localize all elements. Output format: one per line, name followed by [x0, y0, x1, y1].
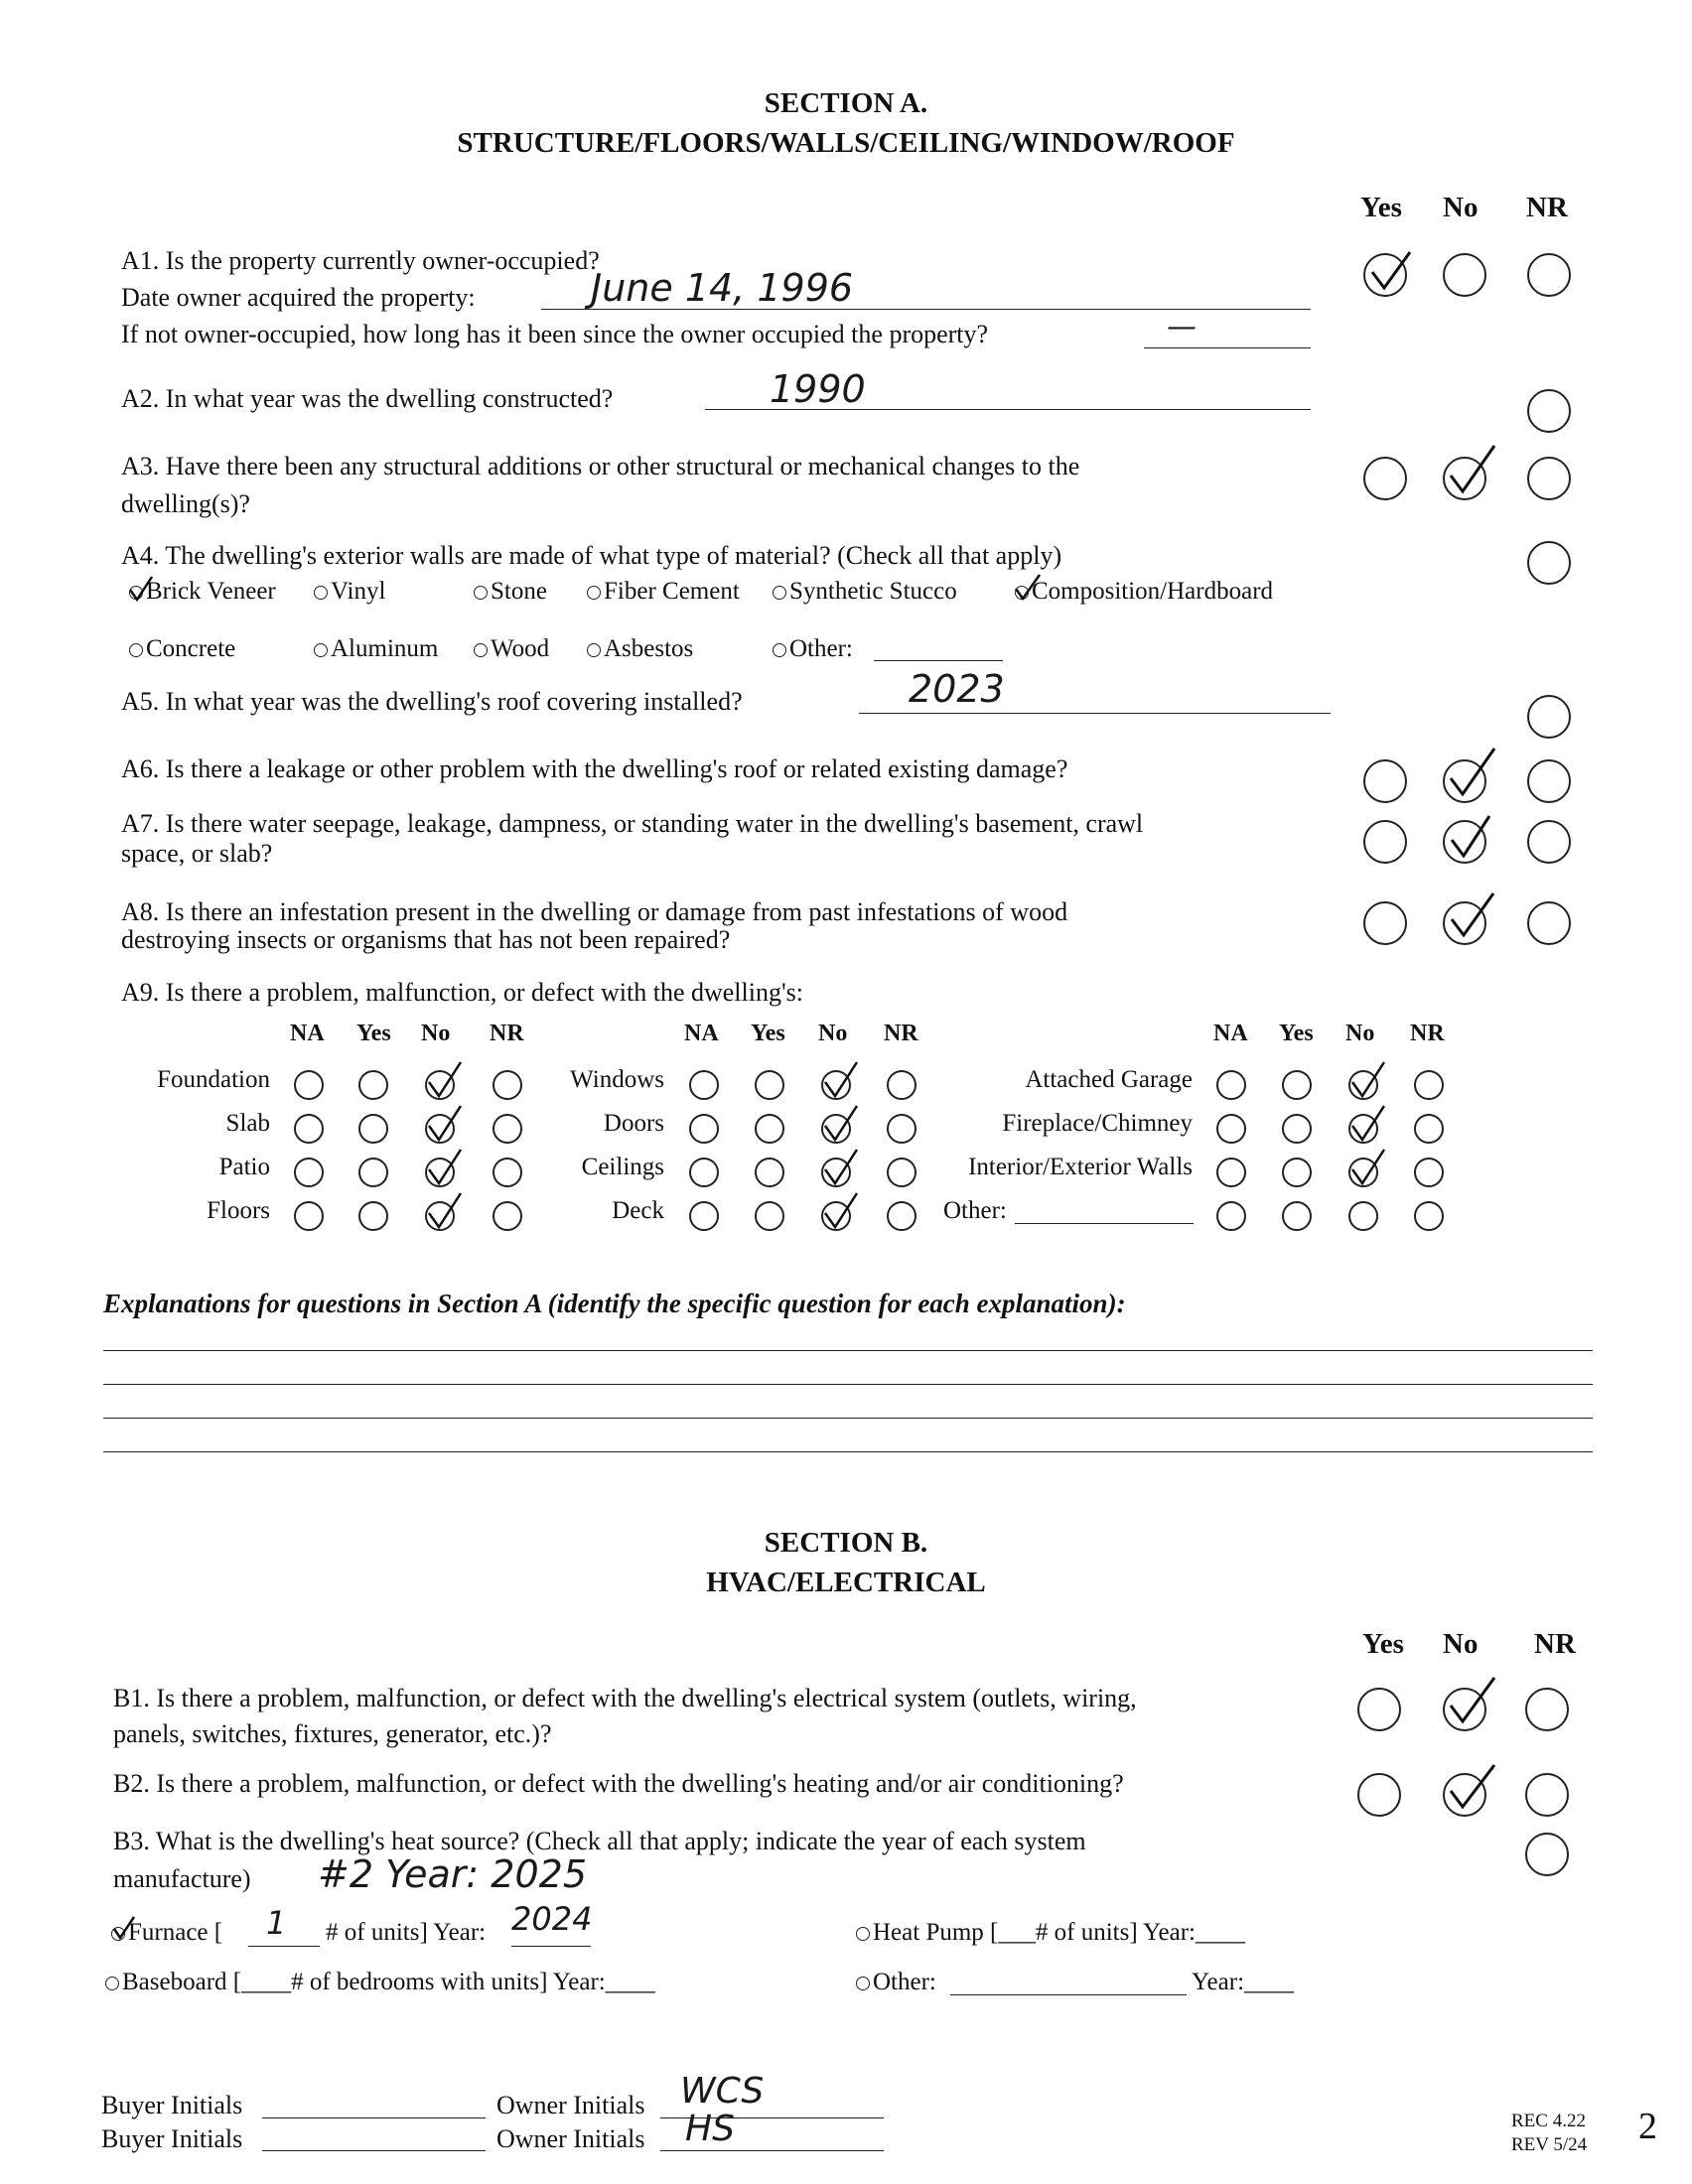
a9-g1-nr-header: NR	[490, 1021, 524, 1046]
a9-g2-no-header: No	[818, 1021, 848, 1046]
a9-fireplace-yes-radio[interactable]	[1282, 1114, 1312, 1144]
section-b-title: SECTION B.	[764, 1527, 928, 1559]
a4-vinyl-bullet	[314, 586, 328, 600]
a6-yes-radio[interactable]	[1363, 759, 1407, 803]
footer-buyer-initials-line-1[interactable]	[262, 2117, 486, 2118]
a5-value[interactable]: 2023	[909, 667, 1005, 711]
a7-no-radio[interactable]	[1443, 820, 1486, 864]
a1-nr-radio[interactable]	[1527, 253, 1571, 297]
footer-form-code: REC 4.22	[1511, 2111, 1586, 2131]
a1-not-occupied-line	[1144, 347, 1311, 348]
a9-walls-nr-radio[interactable]	[1414, 1158, 1444, 1187]
a9-fireplace-na-radio[interactable]	[1216, 1114, 1246, 1144]
a1-not-occupied-value[interactable]: —	[1167, 310, 1197, 344]
b2-question: B2. Is there a problem, malfunction, or defect with the dwelling's heating and/or air conditioning?	[113, 1769, 1124, 1798]
b3-other-year: Year:____	[1192, 1969, 1295, 1995]
b3-question-line2: manufacture)	[113, 1864, 251, 1893]
b1-nr-radio[interactable]	[1525, 1688, 1569, 1731]
a9-walls-no-radio[interactable]	[1348, 1158, 1378, 1187]
a9-ceilings-yes-radio[interactable]	[755, 1158, 784, 1187]
b3-other-line	[950, 1994, 1187, 1995]
a9-label-fireplace-chimney: Fireplace/Chimney	[1002, 1110, 1193, 1137]
a4-opt-aluminum[interactable]: Aluminum	[314, 635, 438, 663]
a9-garage-no-radio[interactable]	[1348, 1070, 1378, 1100]
a9-slab-na-radio[interactable]	[294, 1114, 324, 1144]
a9-patio-na-radio[interactable]	[294, 1158, 324, 1187]
a9-g2-na-header: NA	[684, 1021, 719, 1046]
a9-label-other: Other:	[943, 1197, 1007, 1224]
a3-question-line1: A3. Have there been any structural additions or other structural or mechanical changes to the	[121, 452, 1080, 480]
b-col-no-header: No	[1443, 1628, 1479, 1660]
a4-opt-synthetic-stucco[interactable]: Synthetic Stucco	[773, 578, 957, 606]
a9-deck-nr-radio[interactable]	[887, 1201, 916, 1231]
a9-other-no-radio[interactable]	[1348, 1201, 1378, 1231]
footer-owner-initials-label-1: Owner Initials	[496, 2091, 645, 2119]
b3-furnace-units[interactable]: 1	[266, 1904, 287, 1942]
b3-baseboard-bullet	[105, 1977, 119, 1990]
a9-g1-no-header: No	[421, 1021, 451, 1046]
a4-fiber-bullet	[587, 586, 601, 600]
a4-brick-bullet	[129, 586, 143, 600]
a9-doors-yes-radio[interactable]	[755, 1114, 784, 1144]
a7-question-line2: space, or slab?	[121, 839, 273, 868]
footer-buyer-initials-line-2[interactable]	[262, 2150, 486, 2151]
a9-foundation-yes-radio[interactable]	[358, 1070, 388, 1100]
a4-opt-asbestos[interactable]: Asbestos	[587, 635, 693, 663]
a9-windows-yes-radio[interactable]	[755, 1070, 784, 1100]
b2-yes-radio[interactable]	[1357, 1773, 1401, 1817]
a7-question-line1: A7. Is there water seepage, leakage, dampness, or standing water in the dwelling's basement, crawl	[121, 809, 1144, 838]
a9-other-na-radio[interactable]	[1216, 1201, 1246, 1231]
a9-deck-no-radio[interactable]	[821, 1201, 851, 1231]
a5-nr-radio[interactable]	[1527, 695, 1571, 739]
a9-ceilings-nr-radio[interactable]	[887, 1158, 916, 1187]
b1-question-line1: B1. Is there a problem, malfunction, or defect with the dwelling's electrical system (outlets, wiring,	[113, 1684, 1137, 1712]
a6-question: A6. Is there a leakage or other problem with the dwelling's roof or related existing damage?	[121, 754, 1068, 783]
a8-question-line2: destroying insects or organisms that has not been repaired?	[121, 925, 731, 954]
a1-question: A1. Is the property currently owner-occupied?	[121, 246, 600, 275]
a9-label-patio: Patio	[218, 1154, 270, 1180]
a9-foundation-no-radio[interactable]	[425, 1070, 455, 1100]
a4-other-line	[874, 660, 1003, 661]
a9-slab-no-radio[interactable]	[425, 1114, 455, 1144]
a9-other-yes-radio[interactable]	[1282, 1201, 1312, 1231]
a9-g3-no-header: No	[1345, 1021, 1375, 1046]
a4-opt-vinyl[interactable]: Vinyl	[314, 578, 385, 606]
a7-nr-radio[interactable]	[1527, 820, 1571, 864]
a9-label-foundation: Foundation	[157, 1066, 270, 1093]
a7-yes-radio[interactable]	[1363, 820, 1407, 864]
a4-opt-composition-hardboard[interactable]: Composition/Hardboard	[1015, 578, 1273, 606]
a9-label-ceilings: Ceilings	[581, 1154, 664, 1180]
a4-concrete-bullet	[129, 643, 143, 657]
section-a-explanations-label: Explanations for questions in Section A (identify the specific question for each explanation):	[103, 1289, 1126, 1318]
a2-value[interactable]: 1990	[770, 367, 866, 411]
a4-question: A4. The dwelling's exterior walls are made of what type of material? (Check all that apply)	[121, 541, 1062, 570]
b2-nr-radio[interactable]	[1525, 1773, 1569, 1817]
a9-windows-no-radio[interactable]	[821, 1070, 851, 1100]
a9-label-attached-garage: Attached Garage	[1025, 1066, 1193, 1093]
b3-furnace-year-line	[511, 1946, 591, 1947]
a5-question: A5. In what year was the dwelling's roof covering installed?	[121, 687, 743, 716]
a3-nr-radio[interactable]	[1527, 457, 1571, 500]
a9-label-slab: Slab	[225, 1110, 270, 1137]
a9-doors-no-radio[interactable]	[821, 1114, 851, 1144]
a1-date-value[interactable]: June 14, 1996	[591, 266, 854, 310]
col-yes-header: Yes	[1360, 192, 1402, 223]
a9-walls-na-radio[interactable]	[1216, 1158, 1246, 1187]
a9-other-nr-radio[interactable]	[1414, 1201, 1444, 1231]
section-a-explanation-line-3[interactable]	[103, 1418, 1593, 1419]
a9-walls-yes-radio[interactable]	[1282, 1158, 1312, 1187]
section-a-title: SECTION A.	[764, 87, 928, 119]
b2-no-radio[interactable]	[1443, 1773, 1486, 1817]
footer-page-number: 2	[1638, 2106, 1657, 2147]
a8-yes-radio[interactable]	[1363, 901, 1407, 945]
a9-label-deck: Deck	[612, 1197, 664, 1224]
a9-other-line	[1015, 1223, 1194, 1224]
b1-yes-radio[interactable]	[1357, 1688, 1401, 1731]
a8-nr-radio[interactable]	[1527, 901, 1571, 945]
a9-garage-nr-radio[interactable]	[1414, 1070, 1444, 1100]
a9-fireplace-no-radio[interactable]	[1348, 1114, 1378, 1144]
a9-patio-no-radio[interactable]	[425, 1158, 455, 1187]
a5-line	[859, 713, 1331, 714]
a2-nr-radio[interactable]	[1527, 389, 1571, 433]
a3-yes-radio[interactable]	[1363, 457, 1407, 500]
section-a-explanation-line-2[interactable]	[103, 1384, 1593, 1385]
a3-question-line2: dwelling(s)?	[121, 489, 250, 518]
a9-garage-na-radio[interactable]	[1216, 1070, 1246, 1100]
a2-question: A2. In what year was the dwelling constructed?	[121, 384, 614, 413]
b3-opt-furnace[interactable]: Furnace [	[111, 1919, 222, 1947]
a4-stucco-bullet	[773, 586, 786, 600]
b1-question-line2: panels, switches, fixtures, generator, etc.)?	[113, 1719, 552, 1748]
a9-floors-na-radio[interactable]	[294, 1201, 324, 1231]
b-col-yes-header: Yes	[1362, 1628, 1404, 1660]
section-b-subtitle: HVAC/ELECTRICAL	[706, 1567, 986, 1598]
a4-stone-bullet	[474, 586, 488, 600]
a1-yes-radio[interactable]	[1363, 253, 1407, 297]
a9-foundation-nr-radio[interactable]	[493, 1070, 522, 1100]
a9-g1-yes-header: Yes	[356, 1021, 391, 1046]
a1-no-radio[interactable]	[1443, 253, 1486, 297]
a9-ceilings-no-radio[interactable]	[821, 1158, 851, 1187]
b-col-nr-header: NR	[1534, 1628, 1576, 1660]
a9-foundation-na-radio[interactable]	[294, 1070, 324, 1100]
a9-slab-yes-radio[interactable]	[358, 1114, 388, 1144]
a9-slab-nr-radio[interactable]	[493, 1114, 522, 1144]
b3-furnace-bullet	[111, 1927, 125, 1941]
b3-furnace-year[interactable]: 2024	[511, 1900, 593, 1938]
a8-question-line1: A8. Is there an infestation present in the dwelling or damage from past infestations of wood	[121, 897, 1068, 926]
a4-wood-bullet	[474, 643, 488, 657]
b3-opt-heat-pump[interactable]: Heat Pump [___# of units] Year:____	[856, 1919, 1245, 1947]
a9-patio-yes-radio[interactable]	[358, 1158, 388, 1187]
b3-nr-radio[interactable]	[1525, 1833, 1569, 1876]
a9-g3-na-header: NA	[1213, 1021, 1248, 1046]
a8-no-radio[interactable]	[1443, 901, 1486, 945]
a9-label-windows: Windows	[570, 1066, 664, 1093]
a9-floors-no-radio[interactable]	[425, 1201, 455, 1231]
a4-nr-radio[interactable]	[1527, 541, 1571, 585]
a9-label-floors: Floors	[207, 1197, 270, 1224]
a9-deck-na-radio[interactable]	[689, 1201, 719, 1231]
a4-aluminum-bullet	[314, 643, 328, 657]
a9-floors-nr-radio[interactable]	[493, 1201, 522, 1231]
a1-date-label: Date owner acquired the property:	[121, 283, 476, 312]
a9-ceilings-na-radio[interactable]	[689, 1158, 719, 1187]
footer-owner-initials-label-2: Owner Initials	[496, 2124, 645, 2153]
b3-opt-baseboard[interactable]: Baseboard [____# of bedrooms with units] Year:____	[105, 1969, 655, 1996]
a4-opt-wood[interactable]: Wood	[474, 635, 549, 663]
a4-opt-fiber-cement[interactable]: Fiber Cement	[587, 578, 740, 606]
a6-nr-radio[interactable]	[1527, 759, 1571, 803]
a9-label-doors: Doors	[603, 1110, 664, 1137]
a1-not-occupied-label: If not owner-occupied, how long has it been since the owner occupied the property?	[121, 320, 989, 348]
a9-question: A9. Is there a problem, malfunction, or defect with the dwelling's:	[121, 978, 803, 1007]
b3-question-line1: B3. What is the dwelling's heat source? (Check all that apply; indicate the year of each system	[113, 1827, 1086, 1855]
a4-composition-bullet	[1015, 586, 1029, 600]
a4-opt-concrete[interactable]: Concrete	[129, 635, 235, 663]
b3-furnace-rest: # of units] Year:	[326, 1919, 487, 1946]
col-no-header: No	[1443, 192, 1479, 223]
footer-owner-initials-line-2[interactable]	[660, 2150, 884, 2151]
a9-patio-nr-radio[interactable]	[493, 1158, 522, 1187]
a9-fireplace-nr-radio[interactable]	[1414, 1114, 1444, 1144]
footer-buyer-initials-label-1: Buyer Initials	[101, 2091, 243, 2119]
a9-g3-yes-header: Yes	[1279, 1021, 1314, 1046]
a3-no-radio[interactable]	[1443, 457, 1486, 500]
section-a-explanation-line-1[interactable]	[103, 1350, 1593, 1351]
a4-opt-brick-veneer[interactable]: Brick Veneer	[129, 578, 276, 606]
footer-buyer-initials-label-2: Buyer Initials	[101, 2124, 243, 2153]
section-a-subtitle: STRUCTURE/FLOORS/WALLS/CEILING/WINDOW/ROOF	[457, 127, 1235, 159]
a4-opt-stone[interactable]: Stone	[474, 578, 547, 606]
a9-g1-na-header: NA	[290, 1021, 325, 1046]
a9-deck-yes-radio[interactable]	[755, 1201, 784, 1231]
a4-other-bullet	[773, 643, 786, 657]
b3-heat-pump-bullet	[856, 1927, 870, 1941]
col-nr-header: NR	[1526, 192, 1568, 223]
a9-g3-nr-header: NR	[1410, 1021, 1445, 1046]
a9-label-interior-exterior-walls: Interior/Exterior Walls	[968, 1154, 1193, 1180]
a9-garage-yes-radio[interactable]	[1282, 1070, 1312, 1100]
a9-g2-yes-header: Yes	[751, 1021, 785, 1046]
section-a-explanation-line-4[interactable]	[103, 1451, 1593, 1452]
a6-no-radio[interactable]	[1443, 759, 1486, 803]
a9-floors-yes-radio[interactable]	[358, 1201, 388, 1231]
b3-opt-other[interactable]: Other:	[856, 1969, 936, 1996]
b1-no-radio[interactable]	[1443, 1688, 1486, 1731]
a9-doors-nr-radio[interactable]	[887, 1114, 916, 1144]
a9-windows-nr-radio[interactable]	[887, 1070, 916, 1100]
a9-g2-nr-header: NR	[884, 1021, 918, 1046]
a9-windows-na-radio[interactable]	[689, 1070, 719, 1100]
a4-asbestos-bullet	[587, 643, 601, 657]
footer-owner-initials-2[interactable]: HS	[685, 2109, 735, 2149]
a9-doors-na-radio[interactable]	[689, 1114, 719, 1144]
a4-opt-other[interactable]: Other:	[773, 635, 853, 663]
footer-form-rev: REV 5/24	[1511, 2134, 1588, 2155]
b3-other-bullet	[856, 1977, 870, 1990]
b3-furnace-units-line	[248, 1946, 320, 1947]
footer-owner-initials-1[interactable]: WCS	[680, 2071, 765, 2112]
b3-handwritten-note[interactable]: #2 Year: 2025	[318, 1852, 588, 1896]
